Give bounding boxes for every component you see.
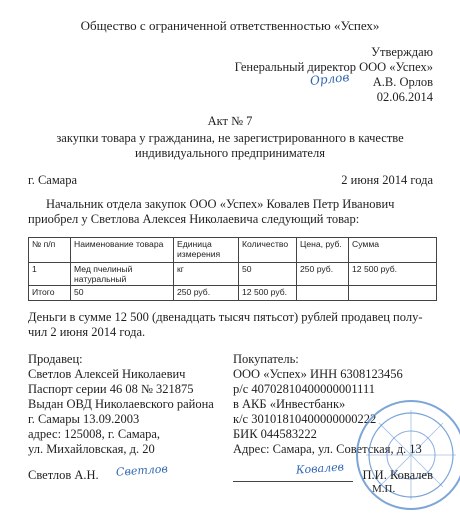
money-line2: чил 2 июня 2014 года. [28, 325, 146, 339]
table-cell: кг [174, 263, 239, 286]
table-cell: 50 [239, 263, 297, 286]
buyer-line: к/с 30101810400000000222 [233, 412, 377, 426]
seller-signature-name: Светлов А.Н. [28, 468, 99, 482]
seller-line: Выдан ОВД Николаевского района [28, 397, 214, 411]
table-cell: 1 [29, 263, 71, 286]
approval-director: А.В. Орлов [372, 75, 433, 89]
act-date: 2 июня 2014 года [341, 173, 433, 187]
table-row [29, 263, 437, 286]
buyer-line: ООО «Успех» ИНН 6308123456 [233, 367, 403, 381]
act-subtitle-line2: индивидуального предпринимателя [135, 146, 325, 160]
act-city: г. Самара [28, 173, 78, 187]
buyer-line: р/с 40702810400000001111 [233, 382, 376, 396]
intro-line2: приобрел у Светлова Алексея Николаевича следующий товар: [28, 212, 360, 226]
organization-name: Общество с ограниченной ответственностью «Успех» [80, 18, 380, 33]
table-header-cell: Наименование товара [71, 238, 174, 263]
table-header-cell: Единица измерения [174, 238, 239, 263]
table-header-row [29, 238, 437, 263]
buyer-line: в АКБ «Инвестбанк» [233, 397, 346, 411]
buyer-signature-name: П.И. Ковалев [362, 468, 433, 482]
approval-label: Утверждаю [371, 45, 433, 59]
total-label-cell: Итого [29, 286, 71, 301]
total-price-cell: 250 руб. [174, 286, 239, 301]
seller-signature: Светлов [115, 462, 169, 479]
intro-line1: Начальник отдела закупок ООО «Успех» Ковалев Петр Иванович [46, 197, 395, 211]
goods-table [28, 237, 437, 301]
seller-line: адрес: 125008, г. Самара, [28, 427, 161, 441]
seller-label: Продавец: [28, 352, 83, 366]
act-subtitle-line1: закупки товара у гражданина, не зарегистрированного в качестве [56, 131, 404, 145]
buyer-line: Адрес: Самара, ул. Советская, д. 13 [233, 442, 422, 456]
money-line1: Деньги в сумме 12 500 (двенадцать тысяч пятьсот) рублей продавец полу- [28, 310, 423, 324]
table-header-cell: Сумма [349, 238, 437, 263]
stamp-mark-label: М.П. [372, 483, 396, 495]
seller-line: г. Самары 13.09.2003 [28, 412, 140, 426]
seller-line: ул. Михайловская, д. 20 [28, 442, 155, 456]
total-sum-cell: 12 500 руб. [239, 286, 297, 301]
buyer-signature: Ковалев [295, 460, 345, 477]
table-cell: 250 руб. [297, 263, 349, 286]
company-stamp-icon [352, 396, 460, 514]
empty-cell [349, 286, 437, 301]
empty-cell [297, 286, 349, 301]
approval-position: Генеральный директор ООО «Успех» [234, 60, 433, 74]
table-header-cell: Цена, руб. [297, 238, 349, 263]
seller-line: Паспорт серии 46 08 № 321875 [28, 382, 194, 396]
director-signature: Орлов [309, 69, 350, 89]
act-title: Акт № 7 [207, 114, 253, 128]
table-header-cell: Количество [239, 238, 297, 263]
buyer-line: БИК 044583222 [233, 427, 317, 441]
table-total-row [29, 286, 437, 301]
table-header-cell: № п/п [29, 238, 71, 263]
total-quantity-cell: 50 [71, 286, 174, 301]
table-cell: 12 500 руб. [349, 263, 437, 286]
buyer-label: Покупатель: [233, 352, 299, 366]
table-cell: Мед пчелиный натуральный [71, 263, 174, 286]
approval-date: 02.06.2014 [376, 90, 433, 104]
seller-line: Светлов Алексей Николаевич [28, 367, 186, 381]
